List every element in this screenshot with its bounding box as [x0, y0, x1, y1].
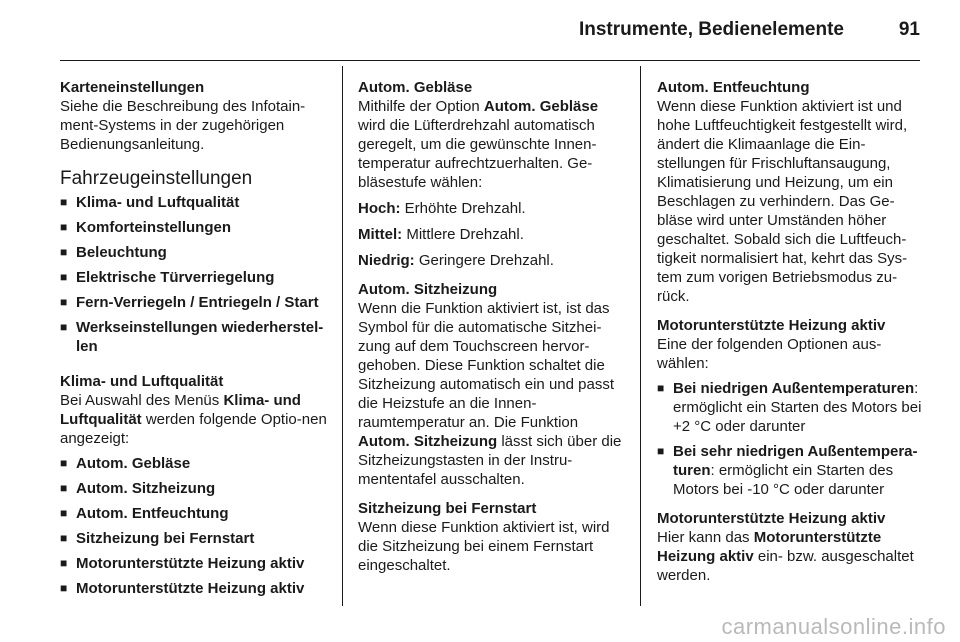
- sitzheizung-text: Wenn die Funktion aktiviert ist, ist das Symbol für die automatische Sitzhei-zung auf dem Touchscreen hervor-gehoben. Diese Funktion schaltet die Sitzheizung automatisch ein und passt die Heizstufe an die Innen-raumtemperatur an. Die Funktion Autom. Sitzheizung lässt sich über die Sitzheizungstasten in der Instru-mententafel ausschalten.: [358, 300, 622, 488]
- list-item: ■ Elektrische Türverriegelung: [60, 268, 330, 287]
- sitzheizung-heading: Autom. Sitzheizung: [358, 281, 498, 298]
- motorheizung-heading: Motorunterstützte Heizung aktiv: [657, 317, 886, 334]
- hoch-option: Hoch: Erhöhte Drehzahl.: [358, 200, 526, 217]
- niedrig-option: Niedrig: Geringere Drehzahl.: [358, 252, 554, 269]
- column-2: [358, 78, 628, 575]
- fahrzeug-heading: Fahrzeugeinstellungen: [60, 168, 253, 189]
- gebläse-text: Mithilfe der Option Autom. Gebläse wird die Lüfterdrehzahl automatisch geregelt, um die gewünschte Innen-temperatur aufrechtzuerhalten. Ge-bläsestufe wählen:: [358, 98, 599, 191]
- list-item: ■ Werkseinstellungen wiederherstel-len: [60, 318, 330, 356]
- watermark: carmanualsonline.info: [721, 614, 946, 639]
- list-item: ■ Fern-Verriegeln / Entriegeln / Start: [60, 293, 330, 312]
- fernstart-text: Wenn diese Funktion aktiviert ist, wird die Sitzheizung bei einem Fernstart eingeschaltet.: [358, 519, 610, 574]
- fernstart-heading: Sitzheizung bei Fernstart: [358, 500, 537, 517]
- list-item: ■ Komforteinstellungen: [60, 218, 330, 237]
- list-item: ■ Autom. Sitzheizung: [60, 479, 330, 498]
- motorheizung-text: Eine der folgenden Optionen aus-wählen:: [657, 336, 882, 372]
- column-3: [657, 78, 927, 585]
- list-item: ■ Autom. Entfeuchtung: [60, 504, 330, 523]
- karten-heading: Karteneinstellungen: [60, 79, 205, 96]
- list-item: ■ Sitzheizung bei Fernstart: [60, 529, 330, 548]
- gebläse-heading: Autom. Gebläse: [358, 79, 473, 96]
- klima-text: Bei Auswahl des Menüs Klima- und Luftqualität werden folgende Optio-nen angezeigt:: [60, 392, 327, 447]
- motorheizung-list: [657, 379, 927, 499]
- karten-text: Siehe die Beschreibung des Infotain-ment-Systems in der zugehörigen Bedienungsanleitung.: [60, 98, 306, 153]
- column-divider-1: [342, 66, 343, 606]
- motorheizung2-heading: Motorunterstützte Heizung aktiv: [657, 510, 886, 527]
- entfeuchtung-text: Wenn diese Funktion aktiviert ist und hohe Luftfeuchtigkeit festgestellt wird, ändert die Klimaanlage die Ein-stellungen für Frischluftansaugung, Klimatisierung und Heizung, um ein Beschlagen zu verhindern. Das Ge-bläse wird unter Umständen höher geschaltet. Sobald sich die Luftfeuch-tigkeit normalisiert hat, kehrt das Sys-tem zum vorigen Betriebsmodus zu-rück.: [657, 98, 908, 305]
- list-item: ■ Klima- und Luftqualität: [60, 193, 330, 212]
- column-divider-2: [640, 66, 641, 606]
- column-1: [60, 78, 330, 598]
- fahrzeug-list: [60, 193, 330, 356]
- klima-list: [60, 454, 330, 598]
- page-number: 91: [898, 19, 920, 40]
- motorheizung2-text: Hier kann das Motorunterstützte Heizung aktiv ein- bzw. ausgeschaltet werden.: [657, 529, 914, 584]
- klima-heading: Klima- und Luftqualität: [60, 373, 224, 390]
- page-header: [60, 18, 920, 46]
- list-item: ■ Bei niedrigen Außentemperaturen: ermöglicht ein Starten des Motors bei +2 °C oder darunter: [657, 379, 927, 436]
- list-item: ■ Motorunterstützte Heizung aktiv: [60, 579, 330, 598]
- page-title: Instrumente, Bedienelemente: [578, 19, 844, 40]
- entfeuchtung-heading: Autom. Entfeuchtung: [657, 79, 810, 96]
- mittel-option: Mittel: Mittlere Drehzahl.: [358, 226, 524, 243]
- list-item: ■ Beleuchtung: [60, 243, 330, 262]
- header-divider: [60, 60, 920, 61]
- list-item: ■ Motorunterstützte Heizung aktiv: [60, 554, 330, 573]
- list-item: ■ Bei sehr niedrigen Außentempera-turen: ermöglicht ein Starten des Motors bei -10 °C oder darunter: [657, 442, 927, 499]
- list-item: ■ Autom. Gebläse: [60, 454, 330, 473]
